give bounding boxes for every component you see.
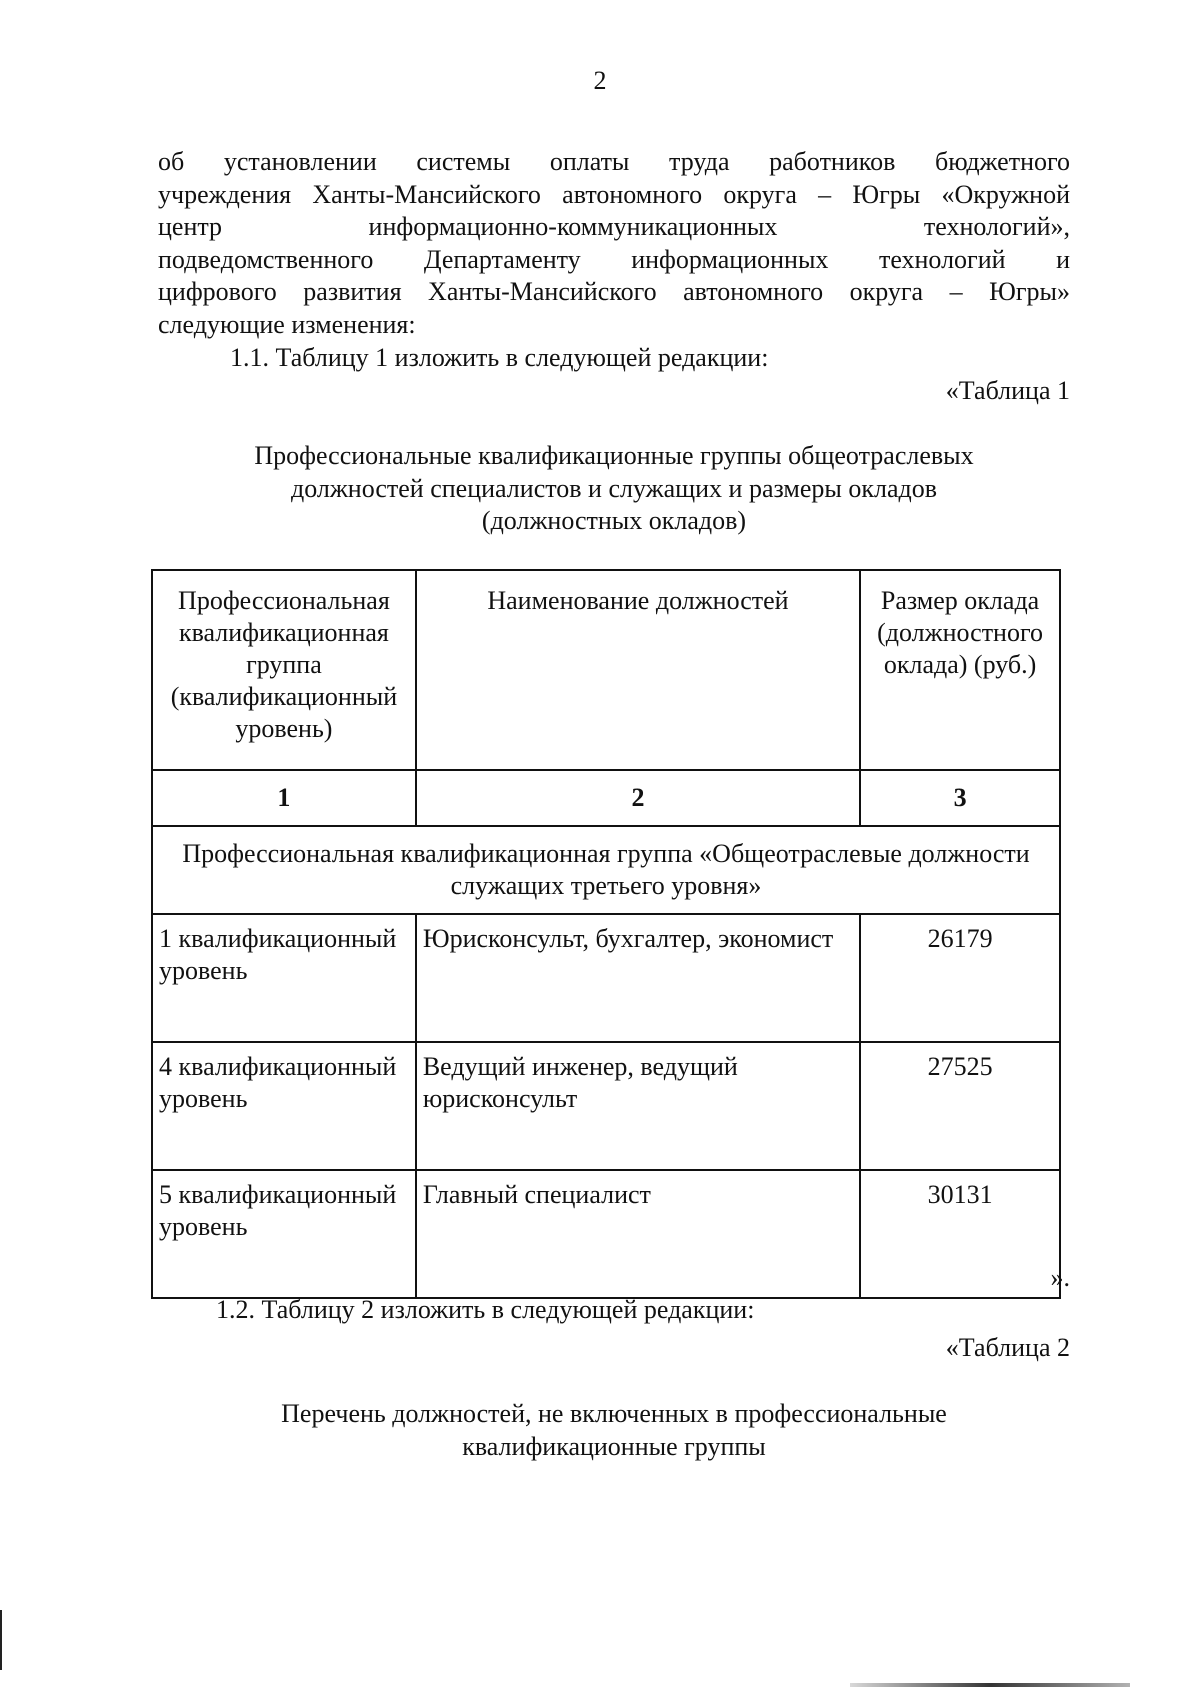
table-group-row <box>152 826 1060 914</box>
page-number: 2 <box>593 66 607 95</box>
position-names: Главный специалист <box>416 1170 860 1298</box>
column-number: 2 <box>416 770 860 826</box>
intro-line: цифрового развития Ханты-Мансийского автономного округа – Югры» <box>158 277 1070 306</box>
table-row <box>152 1042 1060 1170</box>
table-row <box>152 1170 1060 1298</box>
qualification-level: 5 квалификационный уровень <box>152 1170 416 1298</box>
scan-edge-mark <box>850 1683 1130 1687</box>
intro-line: учреждения Ханты-Мансийского автономного округа – Югры «Окружной <box>158 179 1070 209</box>
intro-line: следующие изменения: <box>158 309 416 339</box>
qualification-level: 4 квалификационный уровень <box>152 1042 416 1170</box>
table-header-row <box>152 570 1060 770</box>
qualification-level: 1 квалификационный уровень <box>152 914 416 1042</box>
group-title: Профессиональная квалификационная группа «Общеотраслевые должности служащих третьего уровня» <box>152 826 1060 914</box>
intro-line: подведомственного Департаменту информационных технологий и <box>158 244 1070 274</box>
header-position-names: Наименование должностей <box>416 570 860 770</box>
table2-title-line: Перечень должностей, не включенных в профессиональные <box>281 1399 947 1428</box>
intro-line: центр информационно-коммуникационных технологий», <box>158 212 1070 241</box>
intro-line: об установлении системы оплаты труда работников бюджетного <box>158 147 1070 176</box>
item-1-2: 1.2. Таблицу 2 изложить в следующей редакции: <box>216 1295 755 1324</box>
table-column-numbers-row <box>152 770 1060 826</box>
table2-title-line: квалификационные группы <box>462 1431 766 1461</box>
position-names: Ведущий инженер, ведущий юрисконсульт <box>416 1042 860 1170</box>
table2-label: «Таблица 2 <box>945 1333 1070 1362</box>
position-names: Юрисконсульт, бухгалтер, экономист <box>416 914 860 1042</box>
table1-closing-quote: ». <box>1050 1263 1070 1292</box>
salary-value: 27525 <box>860 1042 1060 1170</box>
salary-value: 30131 <box>860 1170 1060 1298</box>
scan-margin-mark <box>0 1610 2 1670</box>
table1-title <box>158 440 1070 538</box>
table-row <box>152 914 1060 1042</box>
intro-paragraph <box>158 146 1070 341</box>
table1-label: «Таблица 1 <box>945 376 1070 405</box>
table1-title-line: должностей специалистов и служащих и размеры окладов <box>290 473 938 503</box>
header-qualification-group: Профессиональная квалификационная группа (квалификационный уровень) <box>152 570 416 770</box>
salary-value: 26179 <box>860 914 1060 1042</box>
header-salary: Размер оклада (должностного оклада) (руб.) <box>860 570 1060 770</box>
table2-title <box>158 1398 1070 1463</box>
column-number: 1 <box>152 770 416 826</box>
salary-table <box>151 569 1061 1299</box>
column-number: 3 <box>860 770 1060 826</box>
table1-title-line: (должностных окладов) <box>481 506 747 535</box>
item-1-1: 1.1. Таблицу 1 изложить в следующей редакции: <box>230 343 769 372</box>
table1-title-line: Профессиональные квалификационные группы общеотраслевых <box>254 441 974 470</box>
